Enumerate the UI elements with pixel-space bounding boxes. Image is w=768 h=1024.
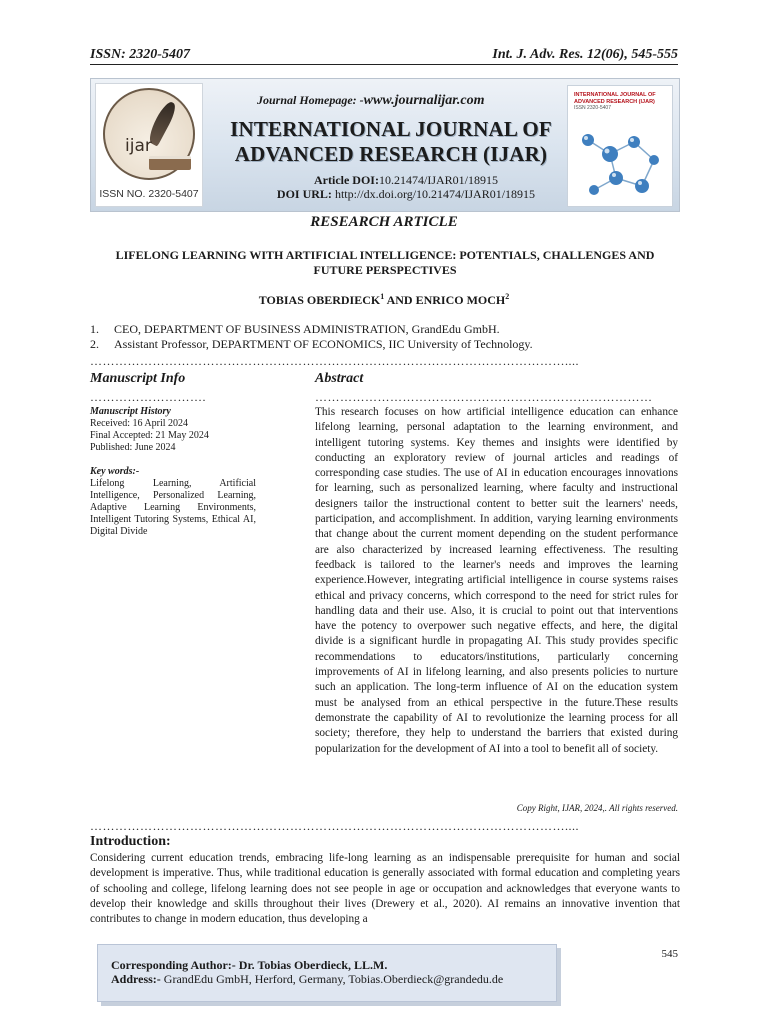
author-2-affil: 2 <box>505 292 510 301</box>
introduction-heading: Introduction: <box>90 834 171 849</box>
logo-emblem <box>103 88 195 180</box>
abstract-heading: Abstract <box>315 371 364 386</box>
logo-issn: ISSN NO. 2320-5407 <box>99 188 199 200</box>
homepage-label: Journal Homepage: - <box>257 93 364 107</box>
article-type: RESEARCH ARTICLE <box>310 214 458 230</box>
journal-title-line2: ADVANCED RESEARCH (IJAR) <box>234 142 548 166</box>
doi-value: 10.21474/IJAR01/18915 <box>378 173 498 187</box>
journal-title <box>219 117 563 167</box>
cover-subtitle: ISSN 2320-5407 <box>574 105 611 111</box>
affiliation-text: Assistant Professor, DEPARTMENT OF ECONOMICS, IIC University of Technology. <box>114 337 533 351</box>
cover-header <box>574 92 666 112</box>
logo-text: ijar <box>125 136 152 156</box>
separator-top: …………………………………………………………………………………………………….... <box>90 356 579 366</box>
introduction-text: Considering current education trends, embracing life-long learning as an indispensable prerequisite for human and social development is imperative. Thus, while traditional education is generally associated with formal education and completing years of schooling and college, lifelong learning does not see people in age or occupation and acknowledges that everyone wants to develop their knowledge and skills throughout their lives (Drewery et al., 2020). AI remains an innovative invention that contributes to change in modern education, thus developing a <box>90 852 680 926</box>
separator-abstract: ……………………………………………………………………… <box>315 392 653 402</box>
received-date: Received: 16 April 2024 <box>90 418 189 429</box>
corresponding-author: Corresponding Author:- Dr. Tobias Oberdieck, LL.M. <box>111 958 388 972</box>
affiliation-item <box>90 337 680 352</box>
molecule-icon <box>576 120 666 202</box>
citation-label: Int. J. Adv. Res. 12(06), 545-555 <box>492 47 678 62</box>
separator-manuscript: ………………………. <box>90 392 206 402</box>
author-1-affil: 1 <box>380 292 385 301</box>
book-icon <box>149 156 191 170</box>
affiliation-text: CEO, DEPARTMENT OF BUSINESS ADMINISTRATION, GrandEdu GmbH. <box>114 322 500 336</box>
doi-block <box>241 173 571 201</box>
accepted-date: Final Accepted: 21 May 2024 <box>90 430 209 441</box>
journal-banner <box>90 78 680 212</box>
homepage-link[interactable]: www.journalijar.com <box>363 93 485 108</box>
affiliation-number: 2. <box>90 337 99 351</box>
journal-cover-thumbnail <box>567 85 673 207</box>
journal-title-line1: INTERNATIONAL JOURNAL OF <box>230 117 552 141</box>
affiliation-item <box>90 322 680 337</box>
affiliations <box>90 322 680 352</box>
published-date: Published: June 2024 <box>90 442 176 453</box>
author-join: AND <box>384 293 416 307</box>
address-value: GrandEdu GmbH, Herford, Germany, Tobias.Oberdieck@grandedu.de <box>160 972 504 986</box>
issn-label: ISSN: 2320-5407 <box>90 47 190 62</box>
journal-homepage <box>257 93 485 109</box>
author-address <box>111 972 556 987</box>
affiliation-number: 1. <box>90 322 99 336</box>
abstract-text: This research focuses on how artificial intelligence education can enhance lifelong learning, personal adaptation to the learning environment, and intelligent tutoring systems. Key themes and insights were identified by conducting an exploratory review of journal articles and readings of corresponding case studies. The use of AI in education encourages innovations for learning, such as personalized learning, where faculty and instructional designers tailor the instructional content to better suit the learners' needs, participation, and accomplishment. In addition, varying learning environments that change about the current moment depending on the student performance are also characterized by increased learning effectiveness. The resulting feedback is tailored to the learner's needs and improves the learning experience.However, integrating artificial intelligence in course systems raises ethical and privacy concerns, which correspond to the need for strict rules for handling data and their use. Also, it is crucial to point out that interventions have the potency to overpower such negative effects, and here, the digital divide is a significant hurdle in propagating AI. This study provides specific recommendations to educators/institutions, particularly concerning improvements of AI in lifelong learning, and also presents policies to nurture such an application. The long-term influence of AI on the education system must be analysed from an ethical perspective in the future.These results demonstrate the capability of AI to revolutionize the learning process for all society; therefore, they help to understand the barriers that existed during popularization for the development of AI into a tool to benefit all of society. <box>315 406 678 755</box>
author-1: TOBIAS OBERDIECK <box>258 293 381 307</box>
author-2: ENRICO MOCH <box>415 293 506 307</box>
doi-url-link[interactable]: http://dx.doi.org/10.21474/IJAR01/18915 <box>334 187 536 201</box>
separator-bottom: …………………………………………………………………………………………………….... <box>90 821 579 831</box>
page-number: 545 <box>661 948 678 960</box>
running-header <box>90 47 678 65</box>
corresponding-author-box <box>97 944 557 1002</box>
manuscript-info-heading: Manuscript Info <box>90 371 186 386</box>
doi-url-label: DOI URL: <box>276 187 332 201</box>
copyright-note: Copy Right, IJAR, 2024,. All rights reserved. <box>516 803 678 813</box>
address-label: Address:- <box>111 972 161 986</box>
keywords-text: Lifelong Learning, Artificial Intelligence, Personalized Learning, Adaptive Learning Environments, Intelligent Tutoring Systems, Ethical AI, Digital Divide <box>90 478 256 537</box>
manuscript-info <box>90 406 256 538</box>
cover-title: INTERNATIONAL JOURNAL OF ADVANCED RESEARCH (IJAR) <box>574 92 656 105</box>
author-list <box>0 292 768 308</box>
history-label: Manuscript History <box>90 406 171 417</box>
doi-label: Article DOI: <box>314 173 379 187</box>
paper-title: LIFELONG LEARNING WITH ARTIFICIAL INTELLIGENCE: POTENTIALS, CHALLENGES AND FUTURE PERSPECTIVES <box>115 248 655 277</box>
journal-logo <box>95 83 203 207</box>
keywords-label: Key words:- <box>90 466 140 477</box>
